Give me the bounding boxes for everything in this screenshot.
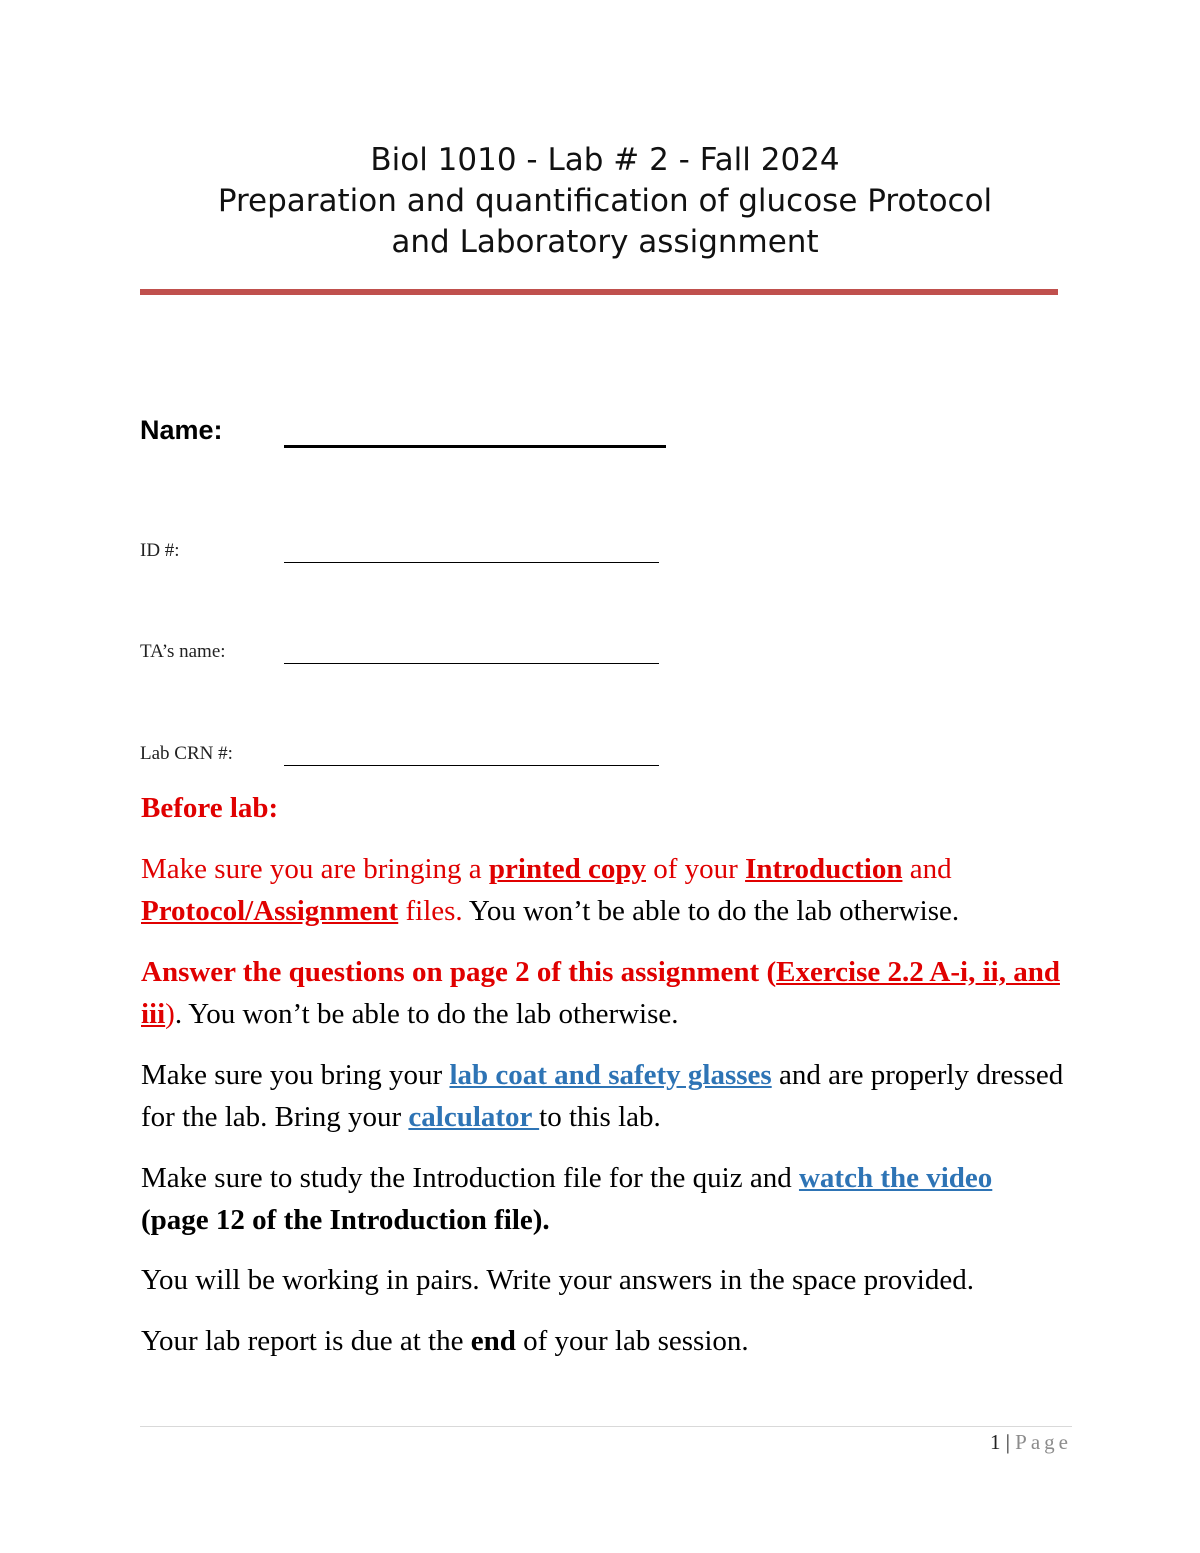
p6-text-a: Your lab report is due at the xyxy=(141,1325,471,1357)
page-number: 1 xyxy=(989,1430,1001,1454)
id-label: ID #: xyxy=(140,540,180,561)
introduction-emphasis: Introduction xyxy=(745,853,903,885)
p1-text-c: and xyxy=(902,853,952,885)
p1-text-d: files. xyxy=(398,895,463,927)
p1-text-b: of your xyxy=(645,853,746,885)
p3-text-c: to this lab. xyxy=(539,1101,661,1133)
watch-video-link[interactable]: watch the video xyxy=(798,1162,993,1194)
title-line-1: Biol 1010 - Lab # 2 - Fall 2024 xyxy=(370,142,840,178)
end-emphasis: end xyxy=(470,1325,516,1357)
paragraph-due xyxy=(141,1320,1071,1362)
ta-name-label: TA’s name: xyxy=(140,641,226,662)
page-footer xyxy=(990,1430,1072,1455)
paragraph-lab-coat xyxy=(141,1054,1071,1138)
exercise-reference: Exercise 2.2 A-i, ii, and iii xyxy=(141,956,1060,1030)
p4-text-a: Make sure to study the Introduction file for the quiz and xyxy=(141,1162,799,1194)
p2-text-a: Answer the questions on page 2 of this assignment ( xyxy=(141,956,777,988)
footer-divider xyxy=(140,1426,1072,1427)
p3-text-a: Make sure you bring your xyxy=(141,1059,450,1091)
p3-text-b: and are properly dressed for the lab. Bring your xyxy=(141,1059,1064,1133)
p2-text-c: . You won’t be able to do the lab otherwise. xyxy=(174,998,679,1030)
before-lab-heading: Before lab: xyxy=(141,792,279,824)
id-blank-line[interactable] xyxy=(284,562,659,563)
protocol-assignment-emphasis: Protocol/Assignment xyxy=(141,895,399,927)
lab-coat-link[interactable]: lab coat and safety glasses xyxy=(449,1059,772,1091)
p6-text-b: of your lab session. xyxy=(515,1325,749,1357)
title-line-2: Preparation and quantification of glucose Protocol xyxy=(217,183,993,219)
paragraph-printed-copy xyxy=(141,848,1071,932)
paragraph-study-video xyxy=(141,1157,1071,1241)
title-line-3: and Laboratory assignment xyxy=(391,224,819,260)
calculator-link[interactable]: calculator xyxy=(408,1101,540,1133)
p1-text-e: You won’t be able to do the lab otherwise. xyxy=(462,895,960,927)
title-divider xyxy=(140,289,1058,295)
p1-text-a: Make sure you are bringing a xyxy=(141,853,489,885)
p4-text-b: (page 12 of the Introduction file). xyxy=(141,1204,550,1236)
p2-text-b: ) xyxy=(165,998,175,1030)
name-label: Name: xyxy=(140,415,223,445)
paragraph-answer-questions xyxy=(141,951,1071,1035)
document-title xyxy=(100,140,1110,263)
lab-crn-blank-line[interactable] xyxy=(284,765,659,766)
paragraph-pairs: You will be working in pairs. Write your answers in the space provided. xyxy=(141,1264,974,1296)
page-label: Page xyxy=(1015,1430,1072,1454)
ta-name-blank-line[interactable] xyxy=(284,663,659,664)
printed-copy-emphasis: printed copy xyxy=(488,853,646,885)
lab-crn-label: Lab CRN #: xyxy=(140,743,233,764)
page-separator: | xyxy=(1000,1430,1016,1454)
name-blank-line[interactable] xyxy=(284,445,666,448)
